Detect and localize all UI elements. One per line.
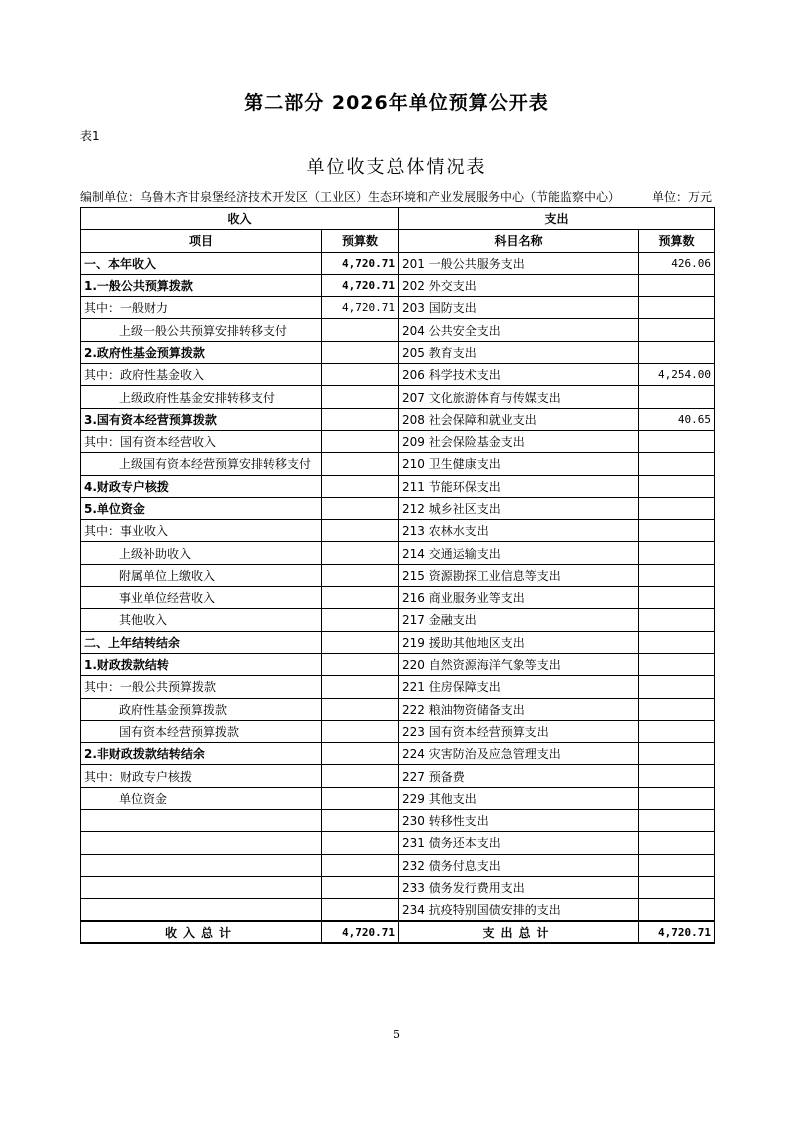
income-amount — [322, 609, 399, 631]
expense-amount — [639, 497, 715, 519]
table-row — [81, 743, 715, 765]
expense-item: 229 其他支出 — [399, 787, 639, 809]
expense-amount — [639, 743, 715, 765]
expense-item: 203 国防支出 — [399, 297, 639, 319]
expense-header: 支出 — [399, 208, 715, 230]
expense-item: 208 社会保障和就业支出 — [399, 408, 639, 430]
total-income-amount: 4,720.71 — [322, 921, 399, 943]
income-item: 其他收入 — [81, 609, 322, 631]
income-amount — [322, 564, 399, 586]
expense-item: 216 商业服务业等支出 — [399, 587, 639, 609]
expense-amount — [639, 854, 715, 876]
income-item: 其中：国有资本经营收入 — [81, 430, 322, 452]
expense-amount — [639, 520, 715, 542]
expense-amount — [639, 341, 715, 363]
income-item: 其中：政府性基金收入 — [81, 364, 322, 386]
expense-amount — [639, 765, 715, 787]
expense-item: 221 住房保障支出 — [399, 676, 639, 698]
income-item: 1.财政拨款结转 — [81, 653, 322, 675]
income-amount: 4,720.71 — [322, 274, 399, 296]
page-heading: 第二部分 2026年单位预算公开表 — [244, 92, 549, 114]
table-row — [81, 386, 715, 408]
expense-amount — [639, 676, 715, 698]
income-item: 3.国有资本经营预算拨款 — [81, 408, 322, 430]
income-amount — [322, 319, 399, 341]
income-item: 上级补助收入 — [81, 542, 322, 564]
expense-item: 205 教育支出 — [399, 341, 639, 363]
table-title: 单位收支总体情况表 — [306, 157, 487, 178]
table-row — [81, 542, 715, 564]
income-amount — [322, 676, 399, 698]
expense-amount — [639, 475, 715, 497]
table-row — [81, 631, 715, 653]
expense-item: 224 灾害防治及应急管理支出 — [399, 743, 639, 765]
expense-item: 232 债务付息支出 — [399, 854, 639, 876]
expense-amount — [639, 587, 715, 609]
expense-item: 201 一般公共服务支出 — [399, 252, 639, 274]
income-item: 单位资金 — [81, 787, 322, 809]
expense-item: 222 粮油物资储备支出 — [399, 698, 639, 720]
budget-header: 预算数 — [322, 230, 399, 252]
expense-item: 220 自然资源海洋气象等支出 — [399, 653, 639, 675]
income-item: 国有资本经营预算拨款 — [81, 720, 322, 742]
table-row — [81, 765, 715, 787]
unit-label: 单位：万元 — [651, 190, 712, 204]
subject-header: 科目名称 — [399, 230, 639, 252]
income-amount — [322, 631, 399, 653]
income-amount — [322, 364, 399, 386]
expense-amount: 4,254.00 — [639, 364, 715, 386]
income-item: 一、本年收入 — [81, 252, 322, 274]
income-item: 上级国有资本经营预算安排转移支付 — [81, 453, 322, 475]
page-number: 5 — [393, 1028, 400, 1041]
table-row — [81, 252, 715, 274]
table-row — [81, 564, 715, 586]
income-amount — [322, 899, 399, 921]
expense-amount — [639, 542, 715, 564]
item-header: 项目 — [81, 230, 322, 252]
income-amount — [322, 765, 399, 787]
income-item — [81, 832, 322, 854]
expense-amount — [639, 810, 715, 832]
table-column-header — [81, 230, 715, 252]
expense-item: 202 外交支出 — [399, 274, 639, 296]
budget-table — [80, 207, 715, 944]
table-row — [81, 341, 715, 363]
expense-item: 223 国有资本经营预算支出 — [399, 720, 639, 742]
income-amount — [322, 386, 399, 408]
income-item — [81, 854, 322, 876]
income-amount — [322, 587, 399, 609]
expense-amount — [639, 899, 715, 921]
expense-amount — [639, 319, 715, 341]
income-item: 2.政府性基金预算拨款 — [81, 341, 322, 363]
income-item: 上级一般公共预算安排转移支付 — [81, 319, 322, 341]
expense-item: 231 债务还本支出 — [399, 832, 639, 854]
income-amount — [322, 653, 399, 675]
income-item — [81, 810, 322, 832]
income-amount — [322, 497, 399, 519]
income-amount — [322, 542, 399, 564]
table-row — [81, 609, 715, 631]
table-row — [81, 876, 715, 898]
expense-amount — [639, 720, 715, 742]
table-row — [81, 475, 715, 497]
table-group-header — [81, 208, 715, 230]
expense-amount — [639, 653, 715, 675]
expense-amount — [639, 430, 715, 452]
income-item: 2.非财政拨款结转结余 — [81, 743, 322, 765]
income-amount — [322, 832, 399, 854]
expense-item: 210 卫生健康支出 — [399, 453, 639, 475]
expense-item: 217 金融支出 — [399, 609, 639, 631]
expense-item: 234 抗疫特别国债安排的支出 — [399, 899, 639, 921]
income-item: 上级政府性基金安排转移支付 — [81, 386, 322, 408]
table-row — [81, 408, 715, 430]
income-amount: 4,720.71 — [322, 252, 399, 274]
expense-item: 212 城乡社区支出 — [399, 497, 639, 519]
table-row — [81, 810, 715, 832]
income-item: 5.单位资金 — [81, 497, 322, 519]
table-row — [81, 587, 715, 609]
expense-item: 204 公共安全支出 — [399, 319, 639, 341]
expense-item: 219 援助其他地区支出 — [399, 631, 639, 653]
table-row — [81, 854, 715, 876]
income-amount — [322, 430, 399, 452]
expense-item: 206 科学技术支出 — [399, 364, 639, 386]
income-item: 1.一般公共预算拨款 — [81, 274, 322, 296]
expense-amount — [639, 297, 715, 319]
income-amount — [322, 408, 399, 430]
income-item: 4.财政专户核拨 — [81, 475, 322, 497]
expense-item: 227 预备费 — [399, 765, 639, 787]
expense-item: 211 节能环保支出 — [399, 475, 639, 497]
income-item: 其中：一般财力 — [81, 297, 322, 319]
income-item: 事业单位经营收入 — [81, 587, 322, 609]
expense-amount: 40.65 — [639, 408, 715, 430]
income-amount — [322, 854, 399, 876]
table-row — [81, 899, 715, 921]
expense-amount: 426.06 — [639, 252, 715, 274]
expense-item: 213 农林水支出 — [399, 520, 639, 542]
table-number: 表1 — [80, 129, 100, 143]
table-row — [81, 520, 715, 542]
total-row — [81, 921, 715, 943]
income-item — [81, 876, 322, 898]
total-expense-label: 支出总计 — [399, 921, 639, 943]
income-amount — [322, 810, 399, 832]
income-item: 其中：事业收入 — [81, 520, 322, 542]
table-row — [81, 832, 715, 854]
table-row — [81, 430, 715, 452]
expense-item: 215 资源勘探工业信息等支出 — [399, 564, 639, 586]
expense-item: 207 文化旅游体育与传媒支出 — [399, 386, 639, 408]
expense-amount — [639, 631, 715, 653]
expense-amount — [639, 609, 715, 631]
income-item: 政府性基金预算拨款 — [81, 698, 322, 720]
expense-amount — [639, 386, 715, 408]
expense-amount — [639, 698, 715, 720]
org-line — [80, 188, 714, 205]
income-item: 附属单位上缴收入 — [81, 564, 322, 586]
income-item: 其中：财政专户核拨 — [81, 765, 322, 787]
income-amount: 4,720.71 — [322, 297, 399, 319]
income-amount — [322, 341, 399, 363]
org-name: 编制单位：乌鲁木齐甘泉堡经济技术开发区（工业区）生态环境和产业发展服务中心（节能监察中心） — [80, 190, 621, 204]
expense-item: 209 社会保险基金支出 — [399, 430, 639, 452]
table-row — [81, 720, 715, 742]
expense-amount — [639, 832, 715, 854]
expense-item: 214 交通运输支出 — [399, 542, 639, 564]
table-row — [81, 274, 715, 296]
expense-amount — [639, 787, 715, 809]
table-row — [81, 297, 715, 319]
expense-amount — [639, 564, 715, 586]
income-item: 二、上年结转结余 — [81, 631, 322, 653]
expense-item: 233 债务发行费用支出 — [399, 876, 639, 898]
income-amount — [322, 698, 399, 720]
table-row — [81, 698, 715, 720]
expense-amount — [639, 453, 715, 475]
table-row — [81, 653, 715, 675]
table-row — [81, 453, 715, 475]
table-row — [81, 787, 715, 809]
table-row — [81, 497, 715, 519]
table-row — [81, 676, 715, 698]
income-amount — [322, 876, 399, 898]
income-item — [81, 899, 322, 921]
expense-amount — [639, 274, 715, 296]
income-item: 其中：一般公共预算拨款 — [81, 676, 322, 698]
income-amount — [322, 453, 399, 475]
income-amount — [322, 720, 399, 742]
total-income-label: 收入总计 — [81, 921, 322, 943]
income-amount — [322, 787, 399, 809]
budget-header-2: 预算数 — [639, 230, 715, 252]
expense-amount — [639, 876, 715, 898]
table-row — [81, 319, 715, 341]
table-row — [81, 364, 715, 386]
expense-item: 230 转移性支出 — [399, 810, 639, 832]
total-expense-amount: 4,720.71 — [639, 921, 715, 943]
income-amount — [322, 743, 399, 765]
income-amount — [322, 475, 399, 497]
income-amount — [322, 520, 399, 542]
income-header: 收入 — [81, 208, 399, 230]
